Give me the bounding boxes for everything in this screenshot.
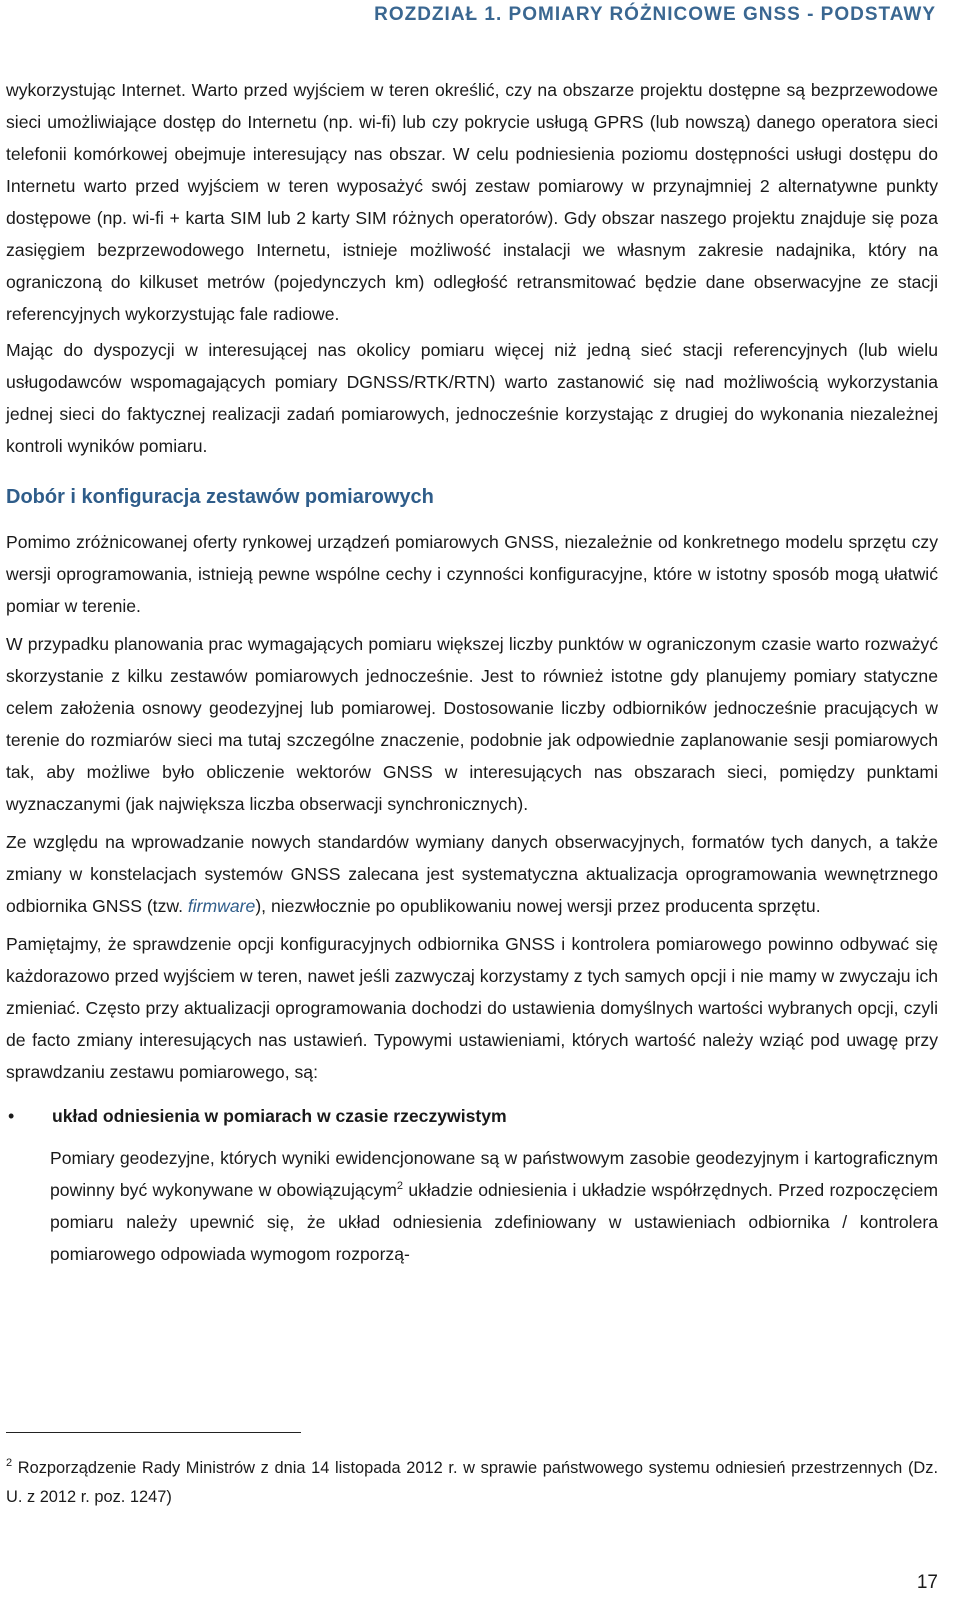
bullet-body-text-1: Pomiary geodezyjne, których wyniki ewidencjonowane są w państwowym zasobie geodezyjnym i kartograficznym powinny być wykonywane w obowiązującym [50, 1148, 938, 1200]
paragraph-multiple-sets: W przypadku planowania prac wymagających pomiaru większej liczby punktów w ograniczonym czasie warto rozważyć skorzystanie z kilku zestawów pomiarowych jednocześnie. Jest to również istotne gdy planujemy pomiary statyczne celem założenia osnowy geodezyjnej lub pomiarowej. Dostosowanie liczby odbiorników jednocześnie pracujących w terenie do rozmiarów sieci ma tutaj szczególne znaczenie, podobnie jak odpowiednie zaplanowanie sesji pomiarowych tak, aby możliwe było obliczenie wektorów GNSS w interesujących nas obszarach sieci, pomiędzy punktami wyznaczanymi (jak największa liczba obserwacji synchronicznych). [6, 634, 938, 814]
footnote [6, 1454, 938, 1512]
page-number: 17 [916, 1572, 938, 1593]
bullet-dot-icon: • [8, 1106, 15, 1126]
firmware-term: firmware [187, 896, 256, 916]
bullet-body-paragraph [6, 1142, 938, 1270]
bullet-body-text-2: układzie odniesienia i układzie współrzędnych. Przed rozpoczęciem pomiaru należy upewnić się, że układ odniesienia zdefiniowany w ustawieniach odbiornika / kontrolera pomiarowego odpowiada wymogom rozporzą- [50, 1180, 938, 1264]
paragraph-multiple-networks: Mając do dyspozycji w interesującej nas okolicy pomiaru więcej niż jedną sieć stacji referencyjnych (lub wielu usługodawców wspomagających pomiary DGNSS/RTK/RTN) warto zastanowić się nad możliwością wykorzystania jednej sieci do faktycznej realizacji zadań pomiarowych, jednocześnie korzystając z drugiej do wykonania niezależnej kontroli wyników pomiaru. [6, 340, 938, 456]
paragraph-firmware-text-2: ), niezwłocznie po opublikowaniu nowej wersji przez producenta sprzętu. [255, 896, 821, 916]
section-heading: Dobór i konfiguracja zestawów pomiarowych [6, 486, 434, 508]
paragraph-config-check: Pamiętajmy, że sprawdzenie opcji konfiguracyjnych odbiornika GNSS i kontrolera pomiarowego powinno odbywać się każdorazowo przed wyjściem w teren, nawet jeśli zazwyczaj korzystamy z tych samych opcji i nie mamy w zwyczaju ich zmieniać. Często przy aktualizacji oprogramowania dochodzi do ustawienia domyślnych wartości wybranych opcji, czyli de facto zmiany interesujących nas ustawień. Typowymi ustawieniami, których wartość należy wziąć pod uwagę przy sprawdzaniu zestawu pomiarowego, są: [6, 934, 938, 1082]
paragraph-common-features: Pomimo zróżnicowanej oferty rynkowej urządzeń pomiarowych GNSS, niezależnie od konkretnego modelu sprzętu czy wersji oprogramowania, istnieją pewne wspólne cechy i czynności konfiguracyjne, które w istotny sposób mogą ułatwić pomiar w terenie. [6, 532, 938, 616]
paragraph-firmware [6, 826, 938, 922]
paragraph-internet-access: wykorzystując Internet. Warto przed wyjściem w teren określić, czy na obszarze projektu dostępne są bezprzewodowe sieci umożliwiające dostęp do Internetu (np. wi-fi) lub czy pokrycie usługą GPRS (lub nowszą) danego operatora sieci telefonii komórkowej obejmuje interesujący nas obszar. W celu podniesienia poziomu dostępności usługi dostępu do Internetu warto przed wyjściem w teren wyposażyć swój zestaw pomiarowy w przynajmniej 2 alternatywne punkty dostępowe (np. wi-fi + karta SIM lub 2 karty SIM różnych operatorów). Gdy obszar naszego projektu znajduje się poza zasięgiem bezprzewodowego Internetu, istnieje możliwość instalacji we własnym zakresie nadajnika, który na ograniczoną do kilkuset metrów (pojedynczych km) odległość retransmitować będzie dane obserwacyjne ze stacji referencyjnych wykorzystując fale radiowe. [6, 80, 938, 324]
footnote-reference[interactable]: 2 [396, 1180, 404, 1192]
paragraph-firmware-text-1: Ze względu na wprowadzanie nowych standardów wymiany danych obserwacyjnych, formatów tych danych, a także zmiany w konstelacjach systemów GNSS zalecana jest systematyczna aktualizacja oprogramowania wewnętrznego odbiornika GNSS (tzw. [6, 832, 938, 916]
bullet-item [6, 1100, 938, 1132]
footnote-text: Rozporządzenie Rady Ministrów z dnia 14 listopada 2012 r. w sprawie państwowego systemu odniesień przestrzennych (Dz. U. z 2012 r. poz. 1247) [6, 1459, 938, 1506]
main-content [6, 74, 938, 1276]
bullet-label: układ odniesienia w pomiarach w czasie rzeczywistym [52, 1106, 507, 1126]
running-header: ROZDZIAŁ 1. POMIARY RÓŻNICOWE GNSS - PODSTAWY [374, 4, 936, 25]
footnote-number: 2 [6, 1457, 13, 1469]
footnote-divider [6, 1432, 301, 1433]
